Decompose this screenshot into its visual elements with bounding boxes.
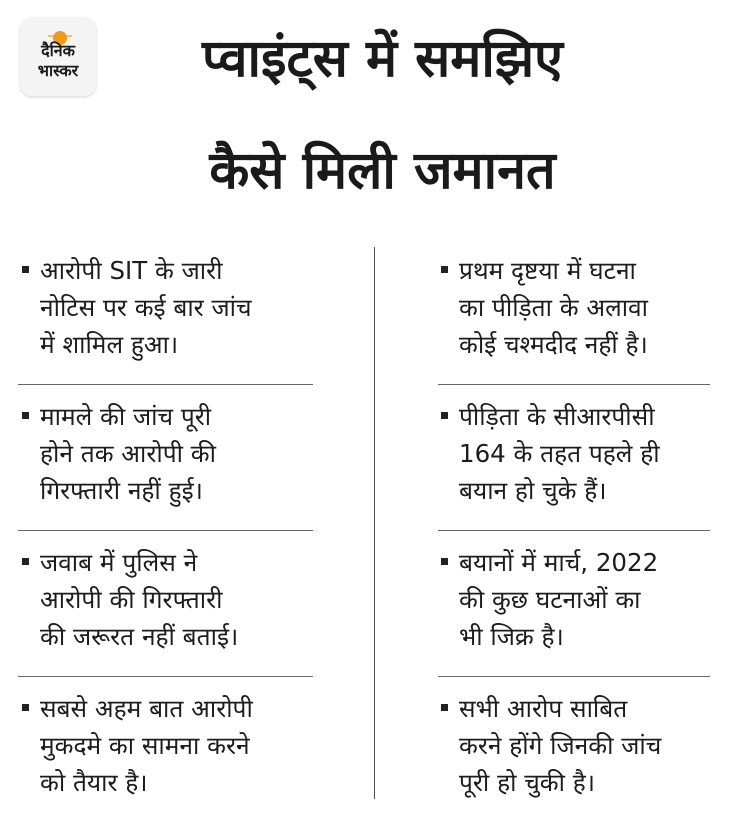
- logo-text-line2: भास्कर: [37, 61, 79, 80]
- point-line: की जरूरत नहीं बताई।: [40, 622, 239, 651]
- point-item: [441, 690, 716, 801]
- row-divider: [18, 530, 313, 531]
- dainik-bhaskar-logo: [20, 18, 96, 96]
- logo-text-line1: दैनिक: [41, 41, 75, 60]
- point-line: सभी आरोप साबित: [459, 694, 628, 723]
- point-line: की कुछ घटनाओं का: [459, 585, 641, 614]
- page-title-line2: कैसे मिली जमानत: [209, 141, 556, 201]
- point-item: [22, 544, 322, 655]
- row-divider: [438, 384, 710, 385]
- point-line: 164 के तहत पहले ही: [459, 439, 660, 468]
- bullet-icon: [22, 704, 29, 711]
- point-line: जवाब में पुलिस ने: [40, 548, 198, 577]
- row-divider: [18, 384, 313, 385]
- point-line: आरोपी की गिरफ्तारी: [40, 585, 223, 614]
- bullet-icon: [441, 558, 448, 565]
- point-line: मुकदमे का सामना करने: [40, 731, 250, 760]
- point-item: [441, 398, 716, 509]
- point-line: नोटिस पर कई बार जांच: [40, 293, 252, 322]
- bullet-icon: [441, 704, 448, 711]
- point-line: में शामिल हुआ।: [40, 330, 179, 359]
- point-line: भी जिक्र है।: [459, 622, 564, 651]
- row-divider: [438, 676, 710, 677]
- point-line: मामले की जांच पूरी: [40, 402, 212, 431]
- point-line: कोई चश्मदीद नहीं है।: [459, 330, 648, 359]
- bullet-icon: [441, 412, 448, 419]
- row-divider: [438, 530, 710, 531]
- column-divider: [374, 247, 375, 799]
- page-title-line1: प्वाइंट्स में समझिए: [202, 29, 563, 89]
- point-item: [441, 544, 716, 655]
- bullet-icon: [22, 266, 29, 273]
- point-line: प्रथम दृष्टया में घटना: [459, 256, 636, 285]
- bullet-icon: [22, 412, 29, 419]
- point-line: का पीड़िता के अलावा: [459, 293, 649, 322]
- point-line: करने होंगे जिनकी जांच: [459, 731, 662, 760]
- row-divider: [18, 676, 313, 677]
- point-item: [22, 690, 322, 801]
- point-line: सबसे अहम बात आरोपी: [40, 694, 253, 723]
- point-item: [22, 398, 322, 509]
- point-line: बयानों में मार्च, 2022: [459, 548, 659, 577]
- point-line: बयान हो चुके हैं।: [459, 476, 607, 505]
- point-line: पीड़िता के सीआरपीसी: [459, 402, 655, 431]
- point-line: होने तक आरोपी की: [40, 439, 216, 468]
- point-item: [441, 252, 716, 363]
- point-line: गिरफ्तारी नहीं हुई।: [40, 476, 203, 505]
- bullet-icon: [22, 558, 29, 565]
- point-line: आरोपी SIT के जारी: [40, 256, 223, 285]
- point-line: को तैयार है।: [40, 768, 148, 797]
- point-item: [22, 252, 322, 363]
- bullet-icon: [441, 266, 448, 273]
- point-line: पूरी हो चुकी है।: [459, 768, 596, 797]
